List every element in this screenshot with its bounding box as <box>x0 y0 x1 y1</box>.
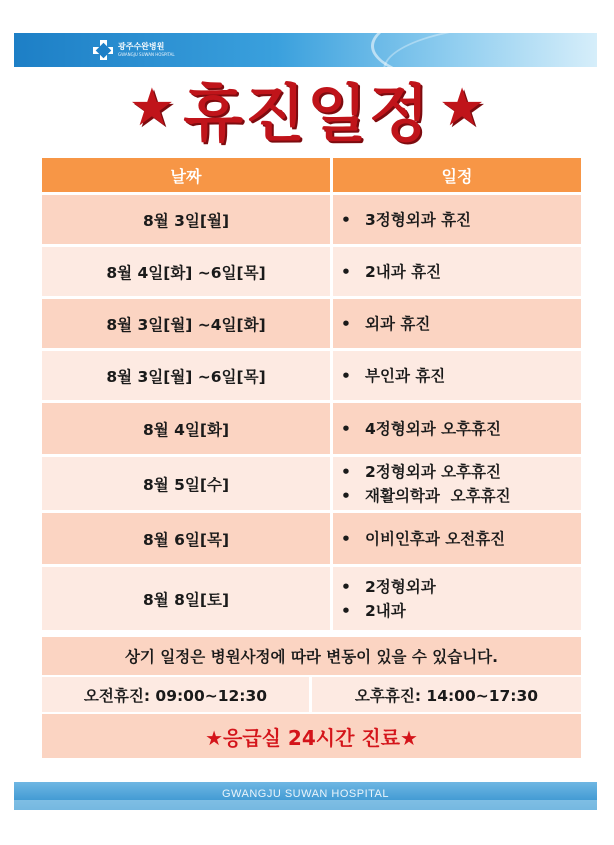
schedule-details <box>333 403 581 454</box>
schedule-item <box>341 460 581 484</box>
schedule-item-text: 2내과 <box>365 601 406 620</box>
hospital-logo <box>92 39 175 61</box>
schedule-item <box>341 599 581 623</box>
bullet-icon: • <box>341 529 351 548</box>
afternoon-closing-hours: 오후휴진: 14:00~17:30 <box>354 686 539 705</box>
notice-text: 상기 일정은 병원사정에 따라 변동이 있을 수 있습니다. <box>42 637 581 675</box>
schedule-item <box>341 364 581 388</box>
schedule-item <box>341 484 581 508</box>
schedule-table <box>42 158 581 633</box>
footer-banner <box>14 782 597 810</box>
schedule-item <box>341 417 581 441</box>
schedule-item-text: 부인과 휴진 <box>365 366 446 385</box>
schedule-date: 8월 3일[월] ~4일[화] <box>42 299 333 348</box>
bullet-icon: • <box>341 262 351 281</box>
schedule-item-text: 2정형외과 <box>365 577 436 596</box>
bullet-icon: • <box>341 314 351 333</box>
schedule-item <box>341 527 581 551</box>
schedule-date: 8월 4일[화] ~6일[목] <box>42 247 333 296</box>
schedule-details <box>333 299 581 348</box>
column-header-schedule: 일정 <box>441 166 473 186</box>
schedule-details <box>333 567 581 630</box>
bullet-icon: • <box>341 419 351 438</box>
star-icon: ★ <box>438 78 486 138</box>
footer-hospital-name: GWANGJU SUWAN HOSPITAL <box>221 788 390 800</box>
table-row <box>42 567 581 633</box>
schedule-item-text: 2정형외과 오후휴진 <box>365 462 501 481</box>
table-row <box>42 195 581 247</box>
star-icon: ★ <box>128 78 176 138</box>
schedule-date: 8월 5일[수] <box>42 457 333 510</box>
closing-hours-row <box>42 675 581 712</box>
schedule-item-text: 3정형외과 휴진 <box>365 210 472 229</box>
table-header-row <box>42 158 581 195</box>
schedule-date: 8월 3일[월] <box>42 195 333 244</box>
schedule-date: 8월 6일[목] <box>42 513 333 564</box>
schedule-date: 8월 8일[토] <box>42 567 333 630</box>
bullet-icon: • <box>341 577 351 596</box>
bullet-icon: • <box>341 601 351 620</box>
emergency-room-notice: ★응급실 24시간 진료★ <box>42 714 581 758</box>
table-row <box>42 403 581 457</box>
schedule-item-text: 외과 휴진 <box>365 314 431 333</box>
schedule-item <box>341 260 581 284</box>
footer-stripe <box>14 800 597 810</box>
header-banner <box>14 33 597 67</box>
logo-korean: 광주수완병원 <box>118 42 165 51</box>
page-title-text: 휴진일정 <box>183 76 431 150</box>
schedule-date: 8월 3일[월] ~6일[목] <box>42 351 333 400</box>
bullet-icon: • <box>341 462 351 481</box>
schedule-details <box>333 195 581 244</box>
page-title <box>0 68 614 148</box>
logo-text <box>118 43 175 57</box>
schedule-details <box>333 457 581 510</box>
hospital-cross-icon <box>92 39 114 61</box>
bullet-icon: • <box>341 366 351 385</box>
table-row <box>42 457 581 513</box>
bullet-icon: • <box>341 486 351 505</box>
schedule-item-text: 4정형외과 오후휴진 <box>365 419 501 438</box>
column-header-date: 날짜 <box>42 158 333 192</box>
schedule-item-text: 2내과 휴진 <box>365 262 442 281</box>
table-row <box>42 247 581 299</box>
schedule-details <box>333 247 581 296</box>
morning-closing-hours: 오전휴진: 09:00~12:30 <box>42 677 312 712</box>
schedule-item <box>341 208 581 232</box>
schedule-details <box>333 351 581 400</box>
table-row <box>42 299 581 351</box>
logo-english: GWANGJU SUWAN HOSPITAL <box>118 52 175 57</box>
table-row <box>42 351 581 403</box>
schedule-details <box>333 513 581 564</box>
schedule-item <box>341 575 581 599</box>
schedule-date: 8월 4일[화] <box>42 403 333 454</box>
table-row <box>42 513 581 567</box>
schedule-item-text: 재활의학과 오후휴진 <box>365 486 511 505</box>
schedule-item <box>341 312 581 336</box>
schedule-item-text: 이비인후과 오전휴진 <box>365 529 506 548</box>
bullet-icon: • <box>341 210 351 229</box>
